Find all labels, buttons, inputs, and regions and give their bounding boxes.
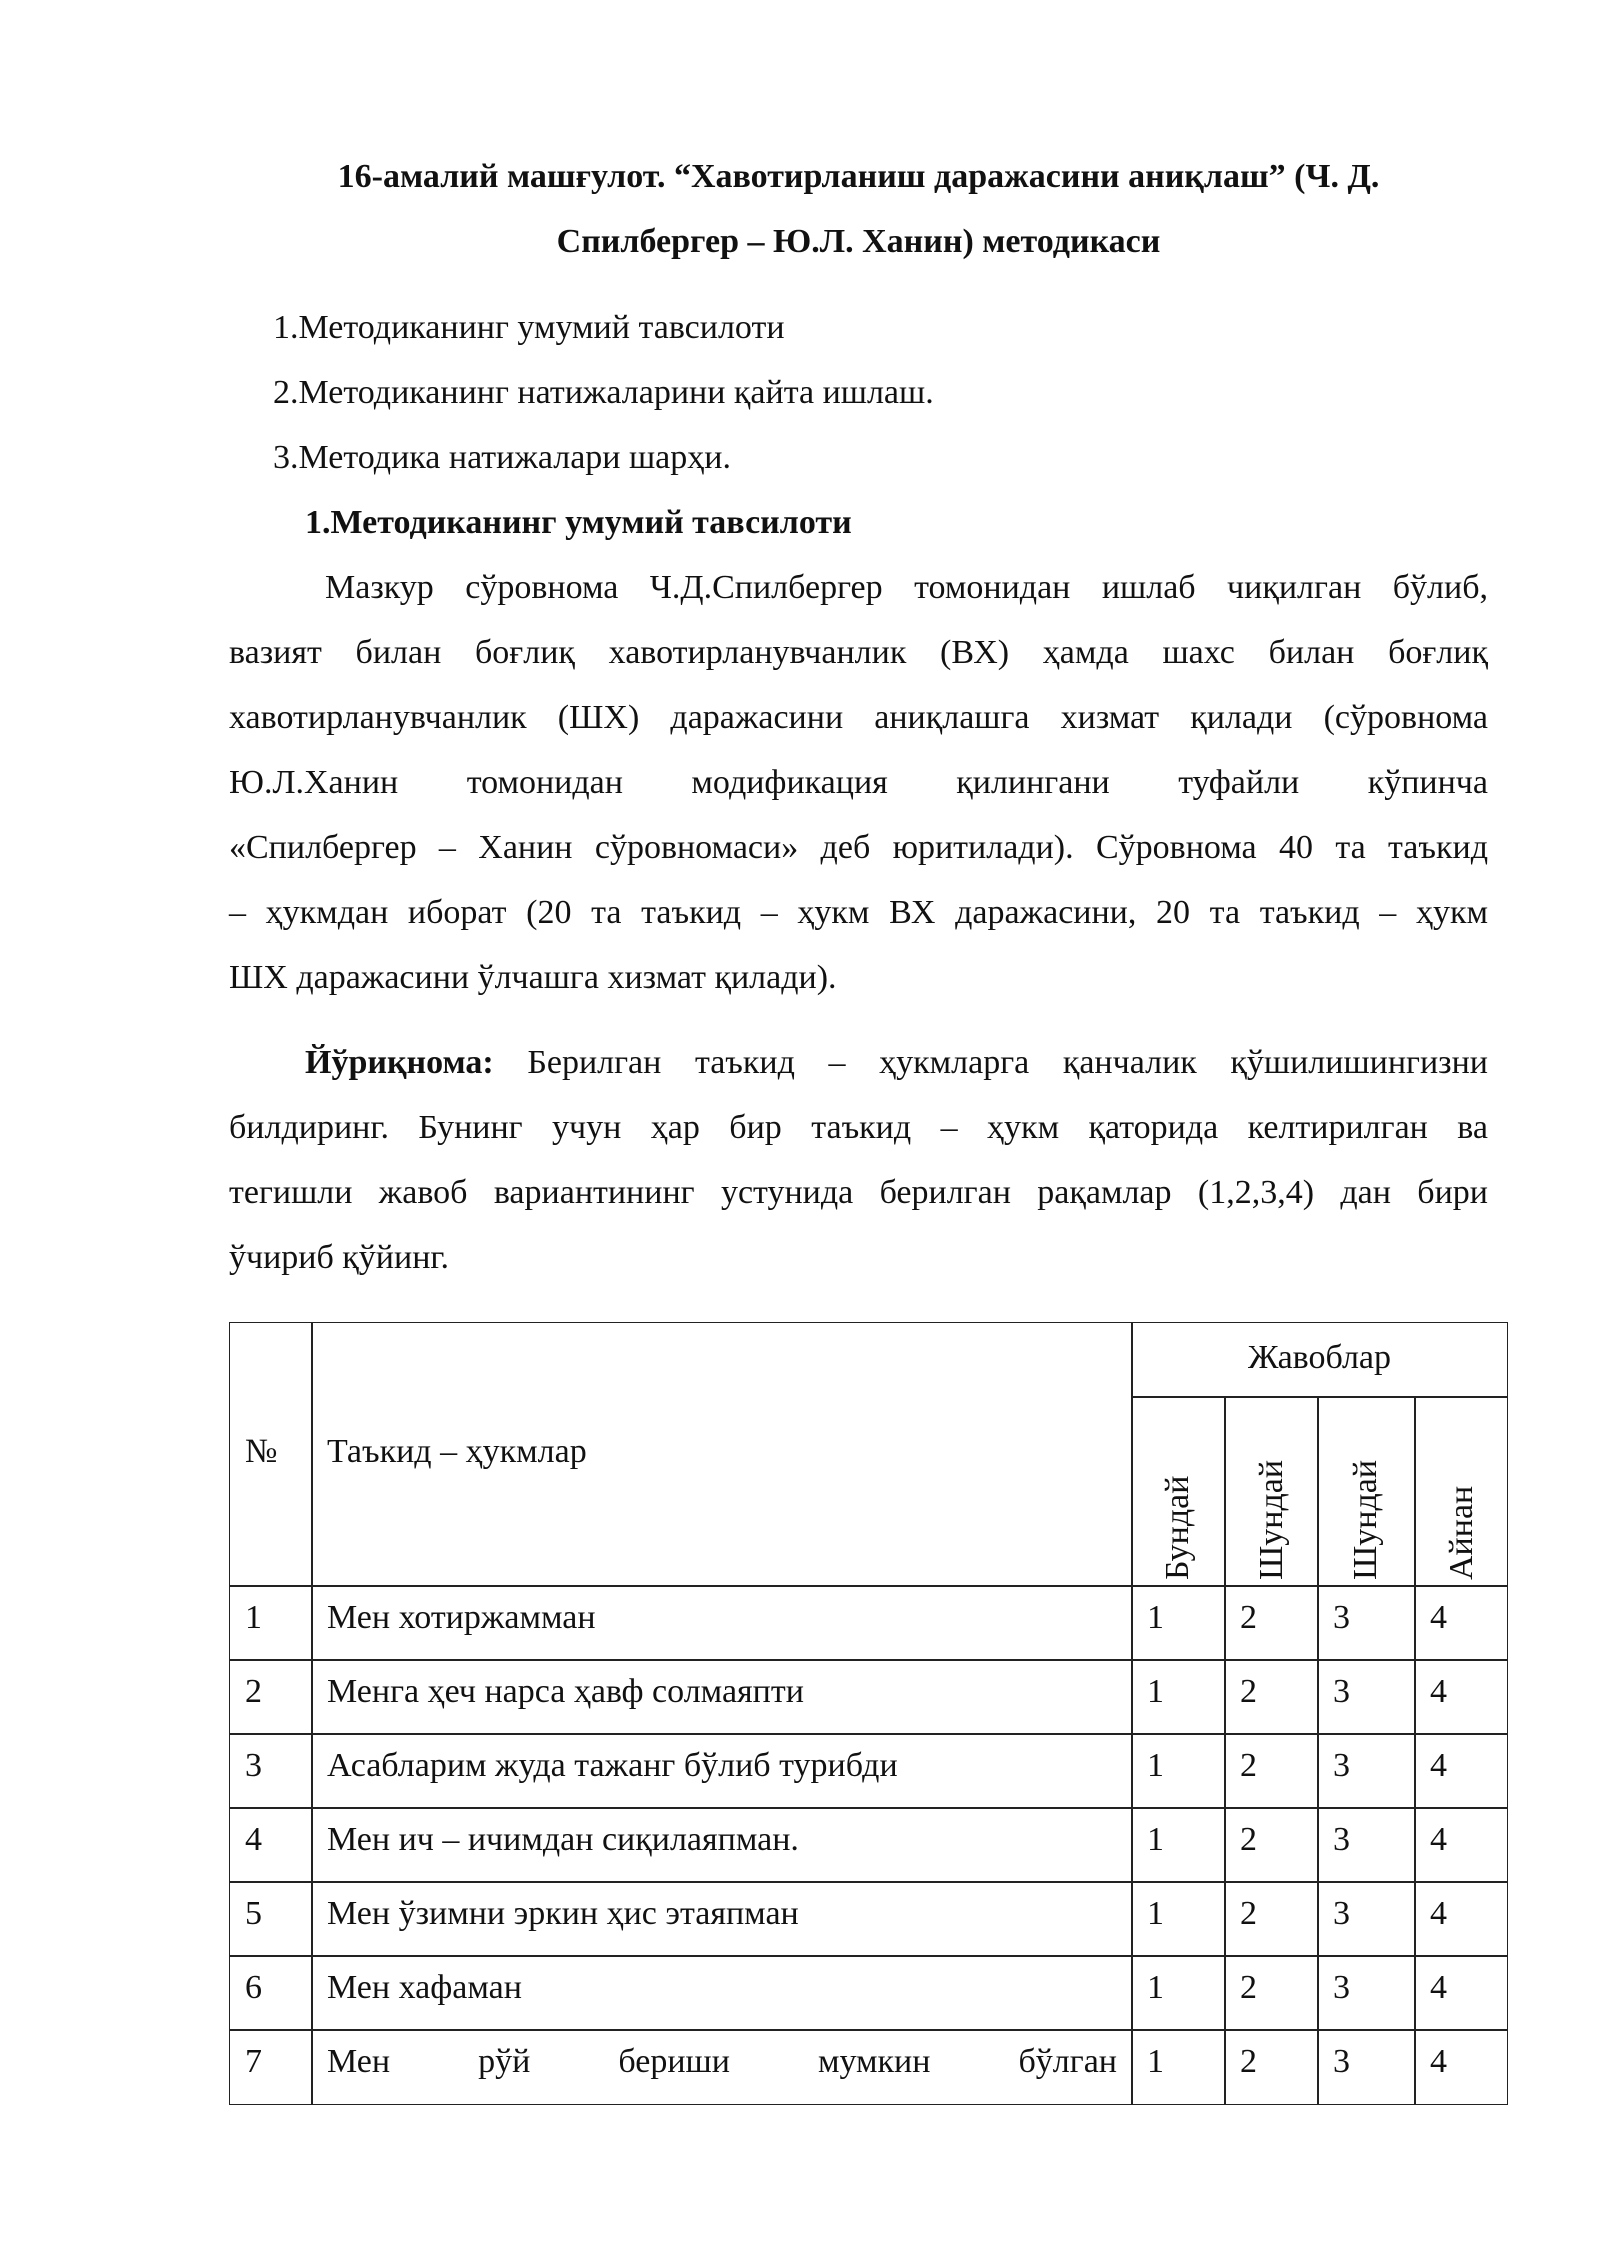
answer-value: 4: [1430, 1969, 1447, 2006]
table-grid-line: [1414, 1396, 1416, 2105]
answer-value: 4: [1430, 1673, 1447, 1710]
answer-value: 3: [1333, 1747, 1350, 1784]
answer-value: 3: [1333, 2043, 1350, 2080]
instruction-line: тегишли жавоб вариантининг устунида берилган рақамлар (1,2,3,4) дан бири: [229, 1174, 1488, 1211]
instruction-line: [305, 1043, 1488, 1083]
answer-value: 4: [1430, 1895, 1447, 1932]
row-statement: Мен ўзимни эркин ҳис этаяпман: [327, 1895, 799, 1932]
answer-value: 1: [1147, 1821, 1164, 1858]
paragraph-line: вазият билан боғлиқ хавотирланувчанлик (ВХ) ҳамда шахс билан боғлиқ: [229, 634, 1488, 671]
row-number: 6: [245, 1969, 262, 2006]
table-grid-line: [1224, 1396, 1226, 2105]
instruction-line: билдиринг. Бунинг учун ҳар бир таъкид – ҳукм қаторида келтирилган ва: [229, 1109, 1488, 1146]
section-heading: 1.Методиканинг умумий тавсилоти: [305, 504, 852, 541]
table-grid-line: [229, 2029, 1508, 2031]
table-grid-line: [229, 1659, 1508, 1661]
answer-value: 4: [1430, 1599, 1447, 1636]
answer-value: 1: [1147, 1747, 1164, 1784]
answer-option-header: Шундай: [1253, 1459, 1290, 1580]
instruction-text: Берилган таъкид – ҳукмларга қанчалик қўшилишингизни: [493, 1044, 1488, 1081]
table-grid-line: [1131, 1396, 1508, 1398]
document-title-line-1: 16-амалий машғулот. “Хавотирланиш даражасини аниқлаш” (Ч. Д.: [337, 158, 1380, 195]
instruction-line: ўчириб қўйинг.: [229, 1239, 450, 1276]
answer-value: 4: [1430, 1747, 1447, 1784]
answer-value: 4: [1430, 2043, 1447, 2080]
paragraph-line: «Спилбергер – Ханин сўровномаси» деб юритилади). Сўровнома 40 та таъкид: [229, 829, 1488, 866]
paragraph-line: ШХ даражасини ўлчашга хизмат қилади).: [229, 959, 837, 996]
answer-value: 1: [1147, 1969, 1164, 2006]
row-statement: Мен хотиржамман: [327, 1599, 596, 1636]
column-header-statements: Таъкид – ҳукмлар: [327, 1433, 587, 1470]
paragraph-line: хавотирланувчанлик (ШХ) даражасини аниқлашга хизмат қилади (сўровнома: [229, 699, 1488, 736]
answer-value: 1: [1147, 1895, 1164, 1932]
row-number: 1: [245, 1599, 262, 1636]
row-statement: Мен хафаман: [327, 1969, 522, 2006]
row-statement: Менга ҳеч нарса ҳавф солмаяпти: [327, 1673, 804, 1710]
answer-value: 1: [1147, 1673, 1164, 1710]
outline-item: 1.Методиканинг умумий тавсилоти: [273, 309, 785, 346]
paragraph-line: – ҳукмдан иборат (20 та таъкид – ҳукм ВХ даражасини, 20 та таъкид – ҳукм: [229, 894, 1488, 931]
answer-value: 3: [1333, 1673, 1350, 1710]
row-statement: Асабларим жуда тажанг бўлиб турибди: [327, 1747, 898, 1784]
row-number: 2: [245, 1673, 262, 1710]
instruction-label: Йўриқнома:: [305, 1044, 494, 1081]
outline-item: 2.Методиканинг натижаларини қайта ишлаш.: [273, 374, 934, 411]
answer-value: 3: [1333, 1969, 1350, 2006]
table-grid-line: [229, 1585, 1508, 1587]
answer-option-header: Шундай: [1347, 1459, 1384, 1580]
answer-value: 2: [1240, 1895, 1257, 1932]
column-header-answers: Жавоблар: [1247, 1339, 1392, 1376]
document-title-line-2: Спилбергер – Ю.Л. Ханин) методикаси: [556, 223, 1161, 260]
answer-value: 1: [1147, 1599, 1164, 1636]
answer-value: 1: [1147, 2043, 1164, 2080]
row-number: 4: [245, 1821, 262, 1858]
table-grid-line: [1317, 1396, 1319, 2105]
row-number: 7: [245, 2043, 262, 2080]
table-grid-line: [1131, 1322, 1133, 2105]
table-grid-line: [311, 1322, 313, 2105]
table-grid-line: [229, 1955, 1508, 1957]
answer-value: 3: [1333, 1599, 1350, 1636]
column-header-number: №: [245, 1433, 278, 1470]
answer-value: 2: [1240, 2043, 1257, 2080]
table-grid-line: [229, 1733, 1508, 1735]
paragraph-line: Мазкур сўровнома Ч.Д.Спилбергер томонидан ишлаб чиқилган бўлиб,: [325, 569, 1488, 606]
answer-value: 2: [1240, 1969, 1257, 2006]
answer-option-header: Айнан: [1443, 1485, 1480, 1580]
table-grid-line: [229, 1881, 1508, 1883]
answer-option-header: Бундай: [1159, 1475, 1196, 1580]
paragraph-line: Ю.Л.Ханин томонидан модификация қилингани туфайли кўпинча: [229, 764, 1488, 801]
answer-value: 2: [1240, 1599, 1257, 1636]
answer-value: 2: [1240, 1673, 1257, 1710]
answer-value: 3: [1333, 1821, 1350, 1858]
table-grid-line: [229, 1807, 1508, 1809]
row-number: 5: [245, 1895, 262, 1932]
row-statement: Мен ич – ичимдан сиқилаяпман.: [327, 1821, 799, 1858]
answer-value: 3: [1333, 1895, 1350, 1932]
answer-value: 2: [1240, 1821, 1257, 1858]
outline-item: 3.Методика натижалари шарҳи.: [273, 439, 731, 476]
row-number: 3: [245, 1747, 262, 1784]
row-statement: Мен рўй бериши мумкин бўлган: [327, 2043, 1117, 2080]
answer-value: 2: [1240, 1747, 1257, 1784]
answer-value: 4: [1430, 1821, 1447, 1858]
